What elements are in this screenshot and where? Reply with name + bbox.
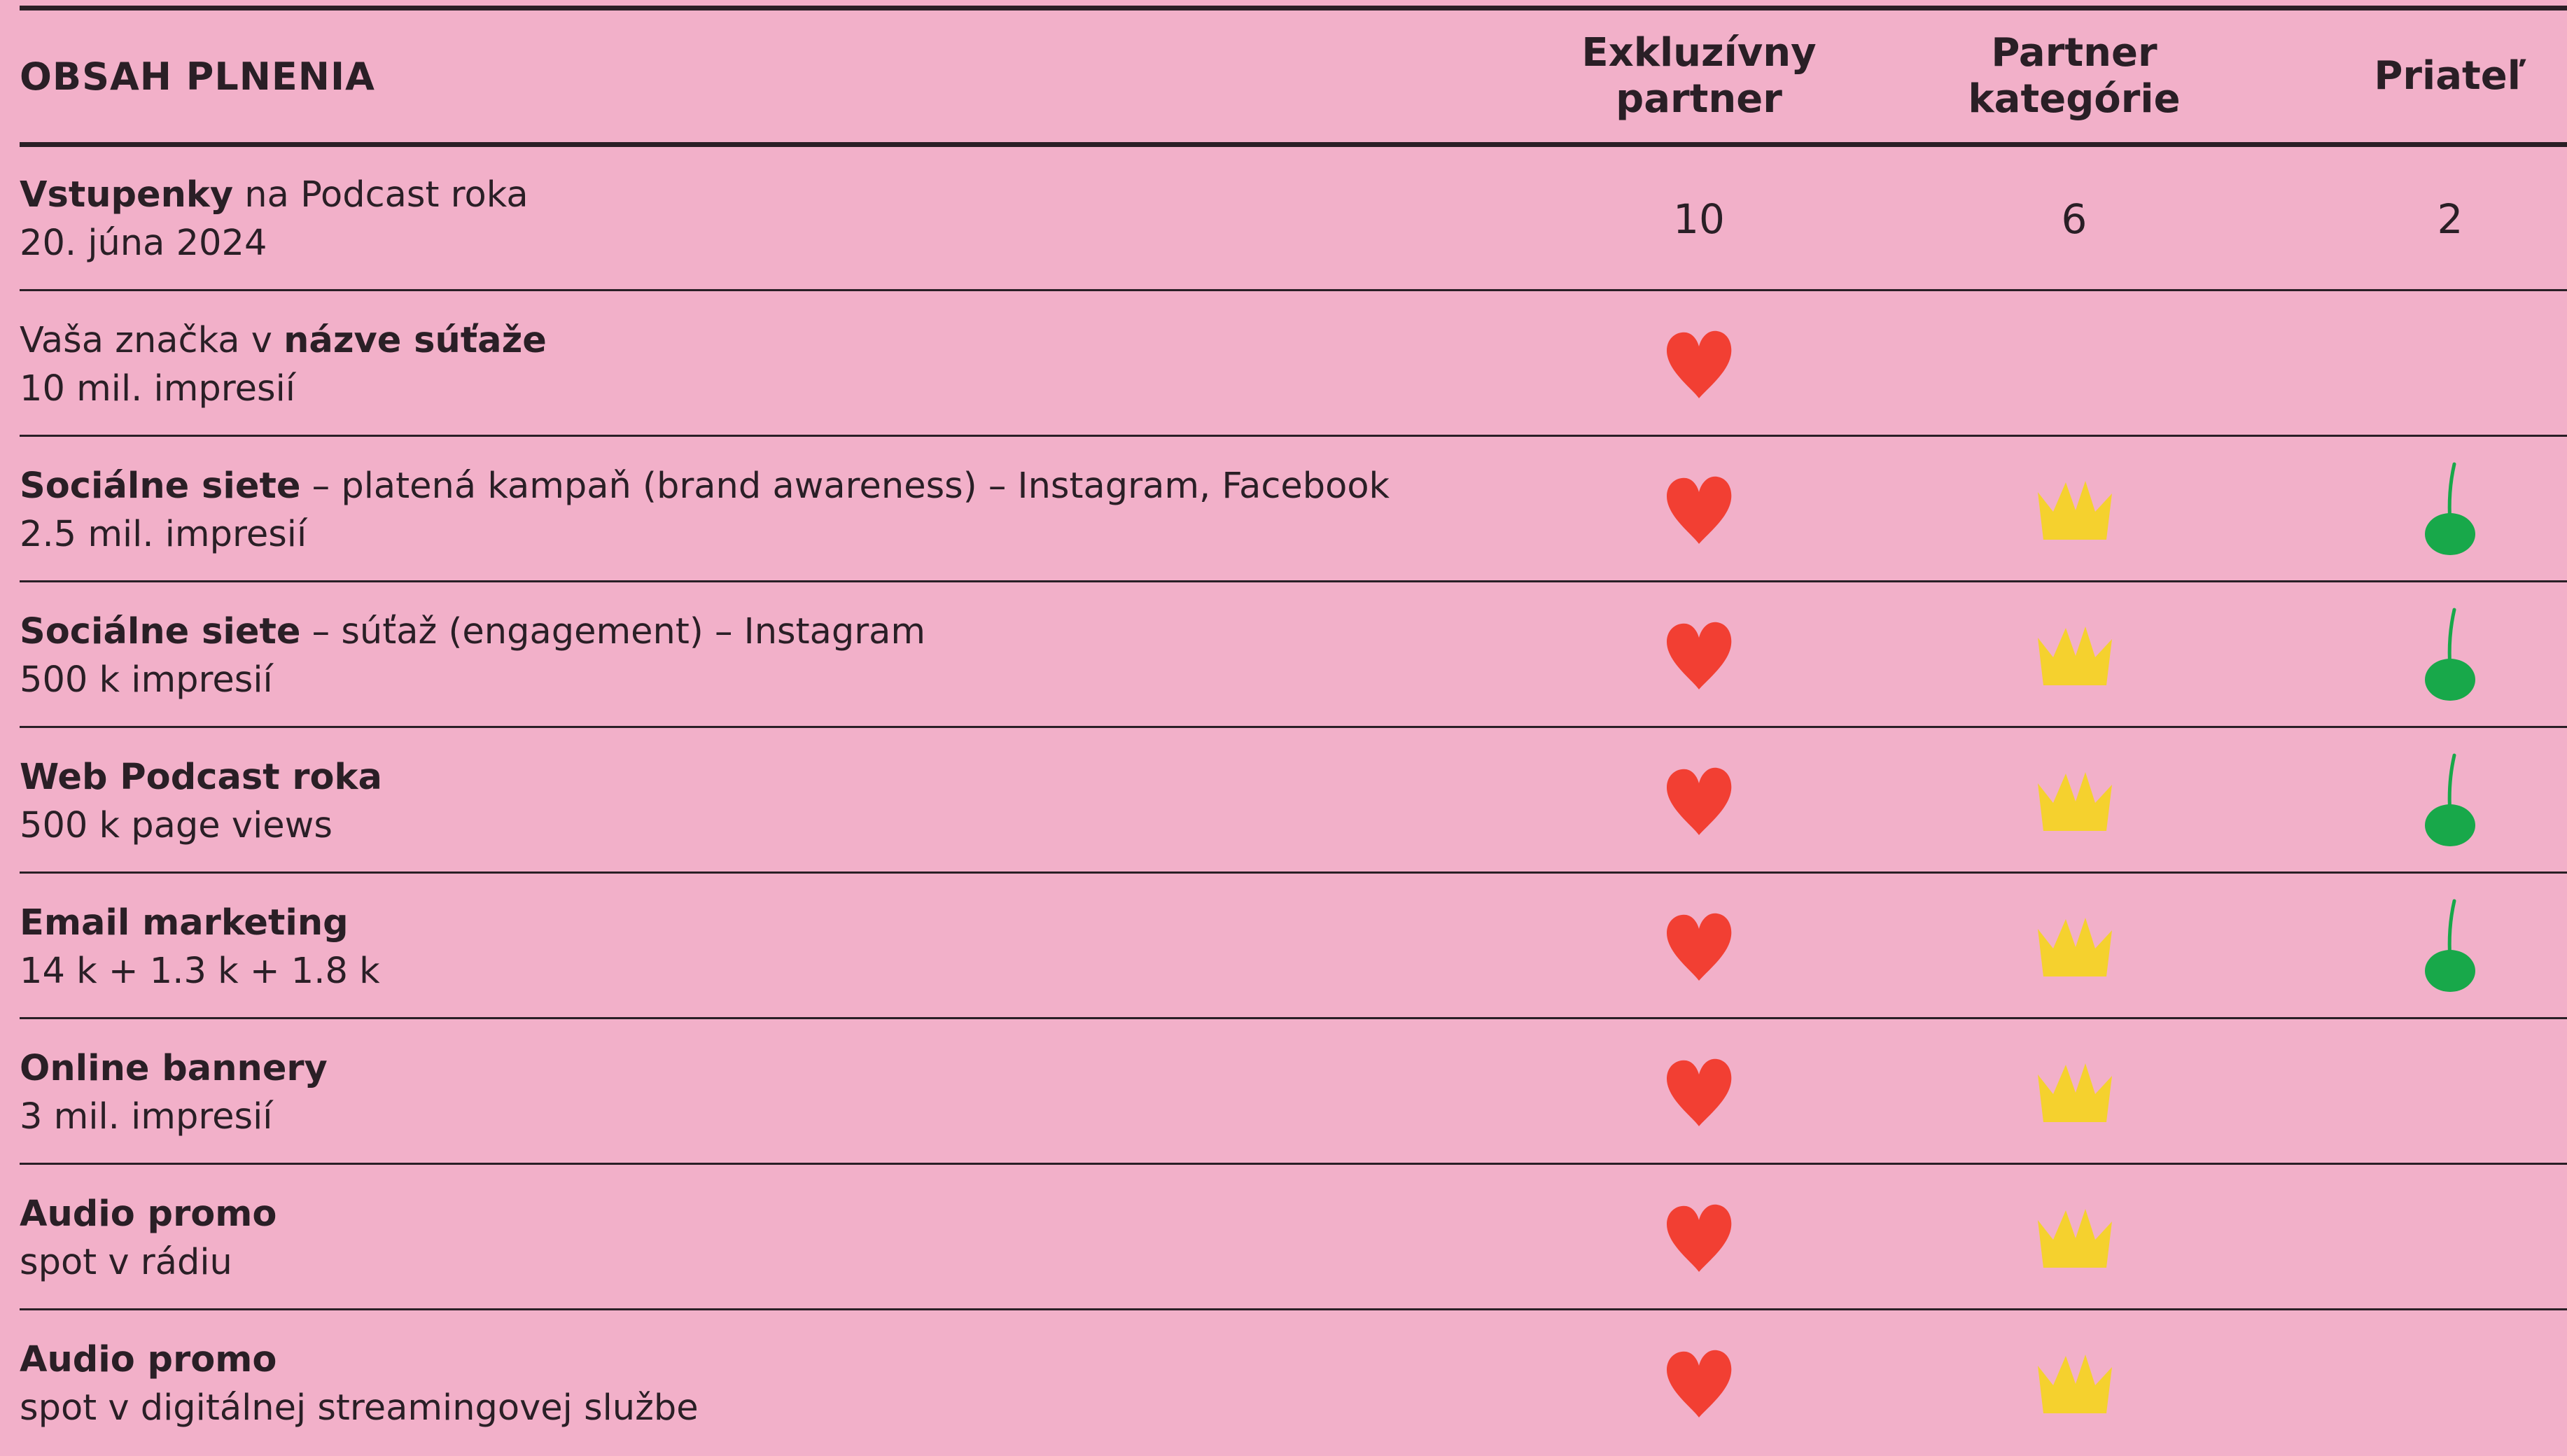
table-row <box>0 584 2567 728</box>
row-label <box>20 729 382 874</box>
table-row <box>0 293 2567 437</box>
row-label-bold: Audio promo <box>20 1194 277 1235</box>
table-row <box>0 875 2567 1019</box>
header-col2-line2: kategórie <box>1968 76 2181 122</box>
row-label-line2: 2.5 mil. impresií <box>20 514 307 555</box>
heart-icon <box>1594 875 1804 1019</box>
row-label-bold: Vstupenky <box>20 174 234 216</box>
header-friend <box>2275 10 2567 142</box>
row-divider <box>20 289 2567 291</box>
row-label <box>20 1021 328 1165</box>
row-label-bold: Email marketing <box>20 902 349 944</box>
row-label-line2: 20. júna 2024 <box>20 223 267 264</box>
crown-icon <box>1969 1166 2179 1310</box>
row-label-line1 <box>20 1336 699 1384</box>
value-count: 10 <box>1673 195 1725 243</box>
row-label-bold: Web Podcast roka <box>20 757 382 798</box>
row-divider <box>20 872 2567 874</box>
row-label-line1 <box>20 899 380 947</box>
row-label-line2: 3 mil. impresií <box>20 1096 273 1138</box>
crown-icon <box>1969 875 2179 1019</box>
empty-cell <box>2345 1312 2555 1456</box>
header-category-partner <box>1899 10 2249 142</box>
table-header <box>0 10 2567 142</box>
row-divider <box>20 435 2567 437</box>
row-label-line1 <box>20 462 1390 510</box>
row-label <box>20 875 380 1019</box>
row-label <box>20 438 1390 582</box>
row-label-line1 <box>20 1044 328 1093</box>
row-divider <box>20 1017 2567 1019</box>
row-label-bold: Online bannery <box>20 1048 328 1089</box>
row-label-line2: 14 k + 1.3 k + 1.8 k <box>20 951 380 992</box>
crown-icon <box>1969 1312 2179 1456</box>
row-label-bold: názve súťaže <box>284 320 547 361</box>
row-label-rest: – súťaž (engagement) – Instagram <box>300 611 926 652</box>
empty-cell <box>2345 293 2555 437</box>
table-row <box>0 1312 2567 1456</box>
table-row <box>0 438 2567 582</box>
heart-icon <box>1594 438 1804 582</box>
header-exclusive-partner <box>1524 10 1874 142</box>
heart-icon <box>1594 729 1804 874</box>
row-divider <box>20 726 2567 728</box>
header-title: OBSAH PLNENIA <box>20 54 375 99</box>
heart-icon <box>1594 1021 1804 1165</box>
table-top-rule <box>20 6 2567 10</box>
row-label <box>20 147 529 291</box>
table-row <box>0 147 2567 291</box>
row-label-prefix: Vaša značka v <box>20 320 284 361</box>
header-col3-line1: Priateľ <box>2374 53 2526 99</box>
row-label-line1 <box>20 608 925 656</box>
row-divider <box>20 1308 2567 1310</box>
row-label-line1 <box>20 316 547 365</box>
empty-cell <box>2345 1021 2555 1165</box>
row-label-bold: Audio promo <box>20 1339 277 1380</box>
cherry-icon <box>2345 875 2555 1019</box>
row-label <box>20 584 925 728</box>
heart-icon <box>1594 1166 1804 1310</box>
row-label-line2: 500 k page views <box>20 805 333 846</box>
header-col1-line2: partner <box>1616 76 1782 122</box>
row-divider <box>20 580 2567 582</box>
empty-cell <box>1969 293 2179 437</box>
row-label-line2: spot v rádiu <box>20 1242 232 1283</box>
row-label-bold: Sociálne siete <box>20 465 301 507</box>
table-row <box>0 1021 2567 1165</box>
crown-icon <box>1969 438 2179 582</box>
header-rule <box>20 142 2567 147</box>
row-label-line1 <box>20 753 382 802</box>
table-row <box>0 729 2567 874</box>
crown-icon <box>1969 729 2179 874</box>
row-label <box>20 1166 277 1310</box>
row-label-line1 <box>20 171 529 219</box>
row-label-line1 <box>20 1190 277 1238</box>
row-label-line2: 500 k impresií <box>20 659 273 701</box>
row-divider <box>20 1163 2567 1165</box>
heart-icon <box>1594 1312 1804 1456</box>
cherry-icon <box>2345 584 2555 728</box>
row-label-rest: – platená kampaň (brand awareness) – Instagram, Facebook <box>300 465 1390 507</box>
row-label-bold: Sociálne siete <box>20 611 301 652</box>
row-label-line2: spot v digitálnej streamingovej službe <box>20 1387 699 1429</box>
cherry-icon <box>2345 438 2555 582</box>
value-count: 2 <box>2437 195 2463 243</box>
row-label-line2: 10 mil. impresií <box>20 368 295 410</box>
row-label <box>20 293 547 437</box>
empty-cell <box>2345 1166 2555 1310</box>
header-col1-line1: Exkluzívny <box>1581 30 1817 76</box>
table-row <box>0 1166 2567 1310</box>
crown-icon <box>1969 584 2179 728</box>
crown-icon <box>1969 1021 2179 1165</box>
header-col2-line1: Partner <box>1991 30 2157 76</box>
heart-icon <box>1594 293 1804 437</box>
row-label-rest: na Podcast roka <box>233 174 529 216</box>
value-count: 6 <box>2061 195 2087 243</box>
heart-icon <box>1594 584 1804 728</box>
row-label <box>20 1312 699 1456</box>
cherry-icon <box>2345 729 2555 874</box>
